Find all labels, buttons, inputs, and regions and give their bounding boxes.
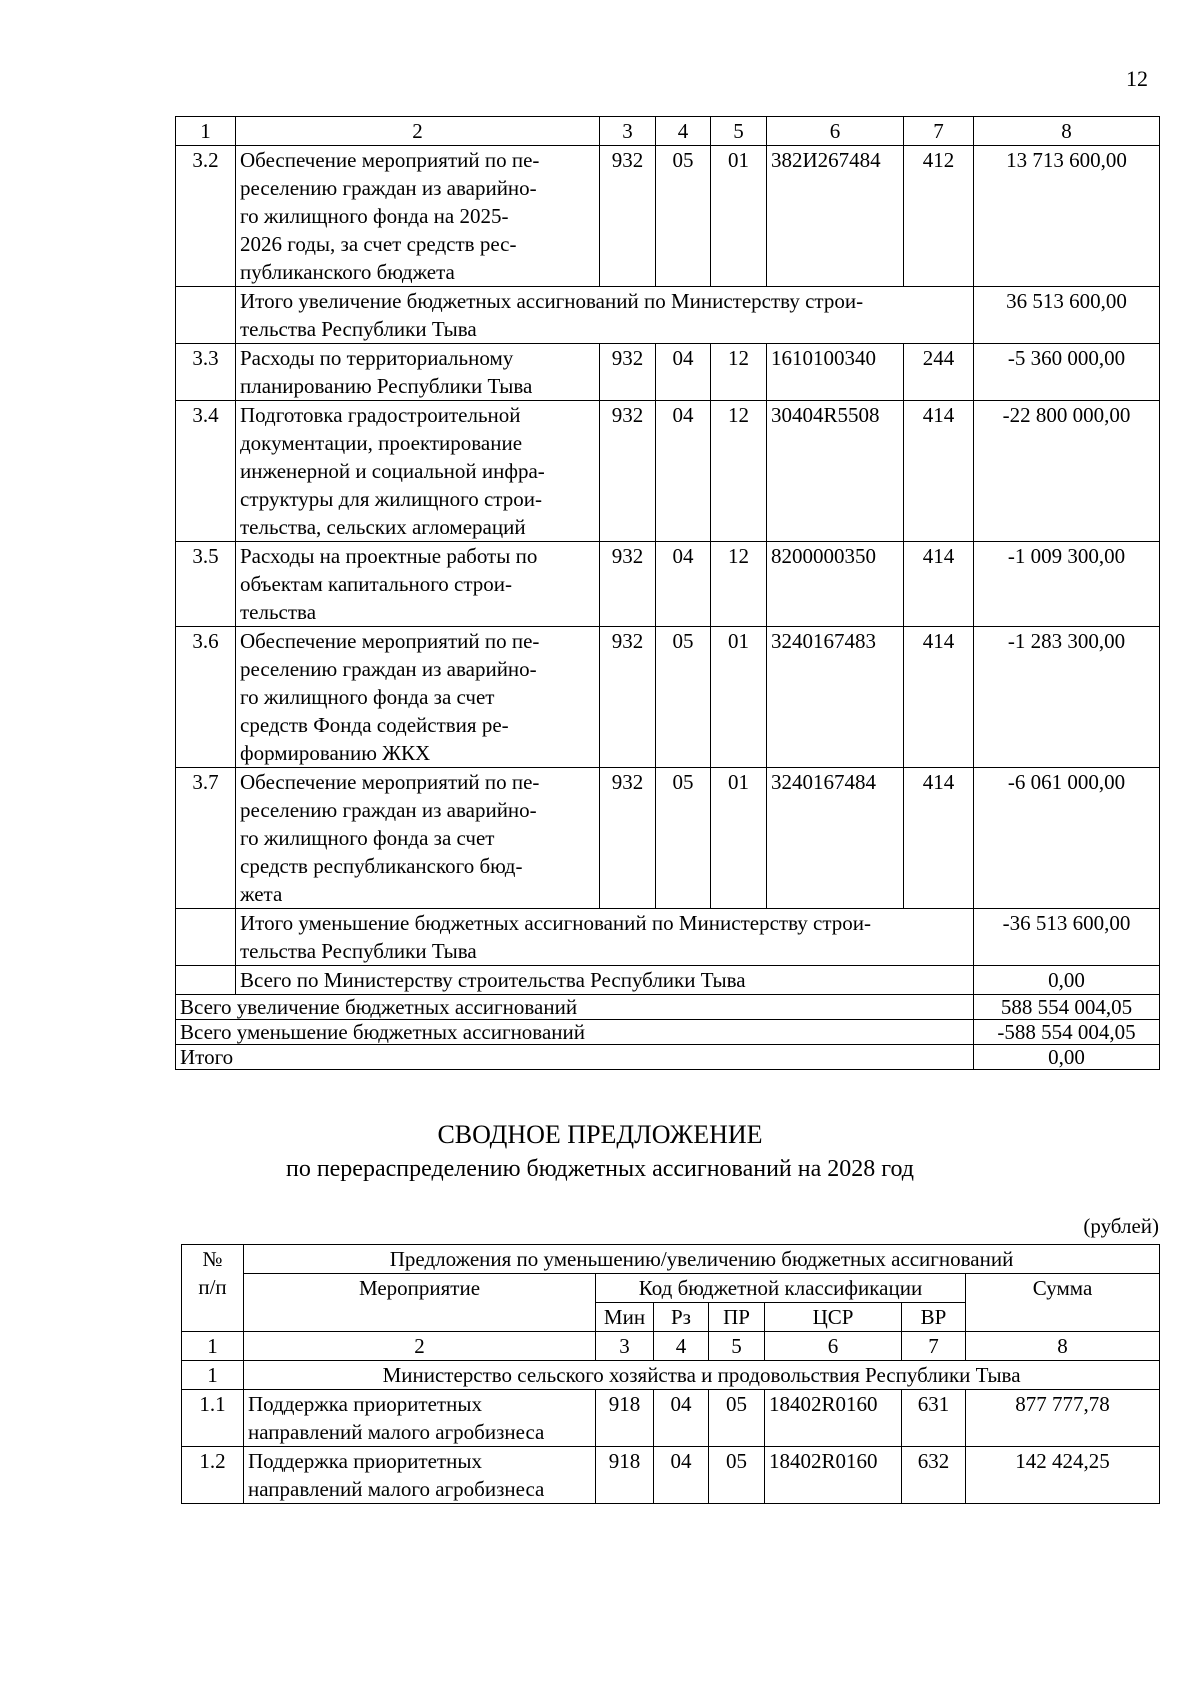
row-vr: 631 [902,1390,966,1447]
empty-cell [176,909,236,966]
row-sum: 13 713 600,00 [974,146,1160,287]
table-row [182,1390,1160,1447]
col-number-6: 6 [765,1332,902,1361]
grand-total-label: Всего увеличение бюджетных ассигнований [176,995,974,1020]
row-pr: 01 [711,627,767,768]
row-csr: 18402R0160 [765,1447,902,1504]
row-rz: 04 [654,1447,709,1504]
row-sum: 0,00 [974,966,1160,995]
summary-subtitle: по перераспределению бюджетных ассигнований на 2028 год [285,1156,915,1182]
row-description: Подготовка градостроительной документации, проектирование инженерной и социальной инфра- структуры для жилищного строи- тельства, сельских агломераций [236,401,600,542]
row-description: Обеспечение мероприятий по пе- реселению граждан из аварийно- го жилищного фонда за счет средств республиканского бюд- жета [236,768,600,909]
row-sum: 142 424,25 [966,1447,1160,1504]
row-sum: -22 800 000,00 [974,401,1160,542]
row-pr: 12 [711,401,767,542]
col-number-2: 2 [236,117,600,146]
row-rz: 05 [656,768,711,909]
table-row [182,1447,1160,1504]
budget-table-continued [175,116,1160,1070]
section-title: Министерство сельского хозяйства и продовольствия Республики Тыва [244,1361,1160,1390]
row-min: 918 [596,1447,654,1504]
row-min: 932 [600,146,656,287]
col-number-3: 3 [600,117,656,146]
row-sum: -6 061 000,00 [974,768,1160,909]
table-row [176,401,1160,542]
row-rz: 05 [656,146,711,287]
col-number-5: 5 [709,1332,765,1361]
row-rz: 04 [656,542,711,627]
header-vr: ВР [902,1303,966,1332]
row-vr: 414 [904,768,974,909]
row-min: 932 [600,344,656,401]
row-number: 3.3 [176,344,236,401]
row-min: 932 [600,401,656,542]
summary-title: СВОДНОЕ ПРЕДЛОЖЕНИЕ [437,1120,763,1149]
table-row [176,627,1160,768]
header-proposals: Предложения по уменьшению/увеличению бюджетных ассигнований [244,1245,1160,1274]
row-pr: 05 [709,1390,765,1447]
header-pr: ПР [709,1303,765,1332]
subtotal-row [176,909,1160,966]
col-number-2: 2 [244,1332,596,1361]
col-number-8: 8 [966,1332,1160,1361]
row-number: 3.5 [176,542,236,627]
row-csr: 3240167483 [767,627,904,768]
subtotal-row [176,287,1160,344]
row-csr: 18402R0160 [765,1390,902,1447]
col-number-1: 1 [176,117,236,146]
table-row [176,768,1160,909]
row-description: Обеспечение мероприятий по пе- реселению граждан из аварийно- го жилищного фонда за счет средств Фонда содействия ре- формированию ЖКХ [236,627,600,768]
row-csr: 1610100340 [767,344,904,401]
row-number: 3.7 [176,768,236,909]
row-number: 1.1 [182,1390,244,1447]
row-csr: 30404R5508 [767,401,904,542]
table-row [176,542,1160,627]
row-description: Расходы на проектные работы по объектам капитального строи- тельства [236,542,600,627]
grand-total-row [176,995,1160,1020]
row-csr: 8200000350 [767,542,904,627]
row-csr: 382И267484 [767,146,904,287]
table-row [176,344,1160,401]
section-number: 1 [182,1361,244,1390]
empty-cell [176,287,236,344]
row-min: 918 [596,1390,654,1447]
row-min: 932 [600,627,656,768]
currency-unit: (рублей) [1083,1214,1159,1238]
grand-total-sum: 588 554 004,05 [974,995,1160,1020]
col-number-8: 8 [974,117,1160,146]
row-sum: 36 513 600,00 [974,287,1160,344]
row-csr: 3240167484 [767,768,904,909]
col-number-7: 7 [902,1332,966,1361]
row-pr: 05 [709,1447,765,1504]
row-number: 3.2 [176,146,236,287]
row-sum: -36 513 600,00 [974,909,1160,966]
subtotal-label: Всего по Министерству строительства Республики Тыва [236,966,974,995]
row-rz: 04 [656,344,711,401]
row-pr: 12 [711,344,767,401]
empty-cell [176,966,236,995]
row-sum: -1 009 300,00 [974,542,1160,627]
row-vr: 414 [904,401,974,542]
subtotal-label: Итого увеличение бюджетных ассигнований по Министерству строи- тельства Республики Тыва [236,287,974,344]
row-number: 1.2 [182,1447,244,1504]
row-pr: 12 [711,542,767,627]
row-sum: -1 283 300,00 [974,627,1160,768]
row-min: 932 [600,542,656,627]
row-sum: 877 777,78 [966,1390,1160,1447]
row-pr: 01 [711,146,767,287]
col-number-7: 7 [904,117,974,146]
grand-total-label: Итого [176,1045,974,1070]
header-min: Мин [596,1303,654,1332]
row-sum: -5 360 000,00 [974,344,1160,401]
header-budget-code: Код бюджетной классификации [596,1274,966,1303]
col-number-6: 6 [767,117,904,146]
header-sum: Сумма [966,1274,1160,1332]
header-event: Мероприятие [244,1274,596,1332]
row-description: Обеспечение мероприятий по пе- реселению граждан из аварийно- го жилищного фонда на 2025- 2026 годы, за счет средств рес- публиканского бюджета [236,146,600,287]
row-vr: 414 [904,627,974,768]
row-vr: 414 [904,542,974,627]
subtotal-row [176,966,1160,995]
row-min: 932 [600,768,656,909]
row-description: Расходы по территориальному планированию Республики Тыва [236,344,600,401]
row-description: Поддержка приоритетных направлений малого агробизнеса [244,1447,596,1504]
row-rz: 05 [656,627,711,768]
grand-total-label: Всего уменьшение бюджетных ассигнований [176,1020,974,1045]
grand-total-row [176,1020,1160,1045]
row-rz: 04 [656,401,711,542]
budget-table-2028 [181,1244,1160,1504]
row-description: Поддержка приоритетных направлений малого агробизнеса [244,1390,596,1447]
grand-total-sum: 0,00 [974,1045,1160,1070]
row-rz: 04 [654,1390,709,1447]
column-number-row [176,117,1160,146]
col-number-4: 4 [656,117,711,146]
table-row [176,146,1160,287]
row-number: 3.6 [176,627,236,768]
row-pr: 01 [711,768,767,909]
page-number: 12 [1126,66,1148,91]
subtotal-label: Итого уменьшение бюджетных ассигнований по Министерству строи- тельства Республики Тыва [236,909,974,966]
row-vr: 632 [902,1447,966,1504]
grand-total-sum: -588 554 004,05 [974,1020,1160,1045]
header-csr: ЦСР [765,1303,902,1332]
row-number: 3.4 [176,401,236,542]
row-vr: 244 [904,344,974,401]
grand-total-row [176,1045,1160,1070]
header-rz: Рз [654,1303,709,1332]
header-number: № п/п [182,1245,244,1332]
col-number-4: 4 [654,1332,709,1361]
col-number-1: 1 [182,1332,244,1361]
col-number-3: 3 [596,1332,654,1361]
row-vr: 412 [904,146,974,287]
col-number-5: 5 [711,117,767,146]
